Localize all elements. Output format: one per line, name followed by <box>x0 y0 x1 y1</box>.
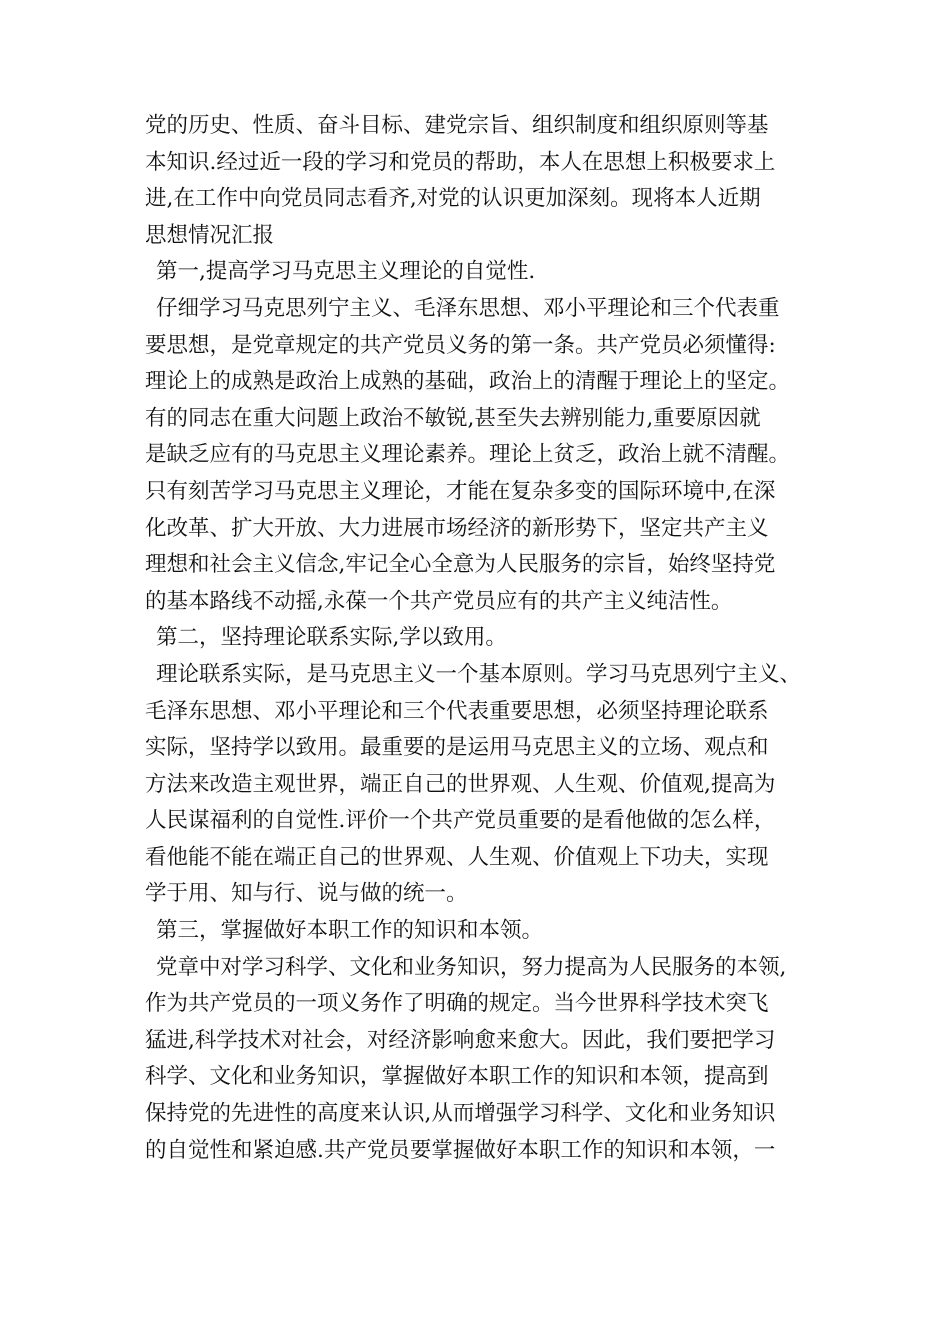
text-line: 毛泽东思想、邓小平理论和三个代表重要思想，必须坚持理论联系 <box>145 698 769 724</box>
text-line: 作为共产党员的一项义务作了明确的规定。当今世界科学技术突飞 <box>145 991 769 1017</box>
text-line: 的基本路线不动摇,永葆一个共产党员应有的共产主义纯洁性。 <box>145 588 733 614</box>
text-line: 第二，坚持理论联系实际,学以致用。 <box>156 625 507 651</box>
text-line: 看他能不能在端正自己的世界观、人生观、价值观上下功夫，实现 <box>145 844 769 870</box>
text-line: 实际，坚持学以致用。最重要的是运用马克思主义的立场、观点和 <box>145 735 769 761</box>
text-line: 理论联系实际，是马克思主义一个基本原则。学习马克思列宁主义、 <box>156 661 802 687</box>
text-line: 科学、文化和业务知识，掌握做好本职工作的知识和本领，提高到 <box>145 1064 769 1090</box>
text-line: 的自觉性和紧迫感.共产党员要掌握做好本职工作的知识和本领，一 <box>145 1137 776 1163</box>
text-line: 思想情况汇报 <box>145 222 275 248</box>
text-line: 是缺乏应有的马克思主义理论素养。理论上贫乏，政治上就不清醒。 <box>145 442 791 468</box>
text-line: 只有刻苦学习马克思主义理论，才能在复杂多变的国际环境中,在深 <box>145 478 776 504</box>
text-line: 党的历史、性质、奋斗目标、建党宗旨、组织制度和组织原则等基 <box>145 113 769 138</box>
text-line: 猛进,科学技术对社会，对经济影响愈来愈大。因此，我们要把学习 <box>145 1027 776 1053</box>
text-line: 党章中对学习科学、文化和业务知识，努力提高为人民服务的本领, <box>156 954 787 980</box>
text-line: 方法来改造主观世界，端正自己的世界观、人生观、价值观,提高为 <box>145 771 776 797</box>
text-line: 保持党的先进性的高度来认识,从而增强学习科学、文化和业务知识 <box>145 1101 776 1127</box>
text-line: 仔细学习马克思列宁主义、毛泽东思想、邓小平理论和三个代表重 <box>156 295 780 321</box>
text-line: 学于用、知与行、说与做的统一。 <box>145 881 468 907</box>
text-line: 理想和社会主义信念,牢记全心全意为人民服务的宗旨，始终坚持党 <box>145 552 776 578</box>
text-line: 人民谋福利的自觉性.评价一个共产党员重要的是看他做的怎么样， <box>145 808 776 834</box>
text-line: 化改革、扩大开放、大力进展市场经济的新形势下，坚定共产主义 <box>145 515 769 541</box>
text-line: 本知识.经过近一段的学习和党员的帮助，本人在思想上积极要求上 <box>145 149 776 175</box>
text-line: 有的同志在重大问题上政治不敏锐,甚至失去辨别能力,重要原因就 <box>145 405 761 431</box>
text-line: 理论上的成熟是政治上成熟的基础，政治上的清醒于理论上的坚定。 <box>145 369 791 395</box>
text-line: 进,在工作中向党员同志看齐,对党的认识更加深刻。现将本人近期 <box>145 186 761 212</box>
text-line: 第三，掌握做好本职工作的知识和本领。 <box>156 918 544 944</box>
body-text <box>145 108 815 1169</box>
text-line: 第一,提高学习马克思主义理论的自觉性. <box>156 259 536 285</box>
text-line: 要思想，是党章规定的共产党员义务的第一条。共产党员必须懂得: <box>145 332 776 358</box>
